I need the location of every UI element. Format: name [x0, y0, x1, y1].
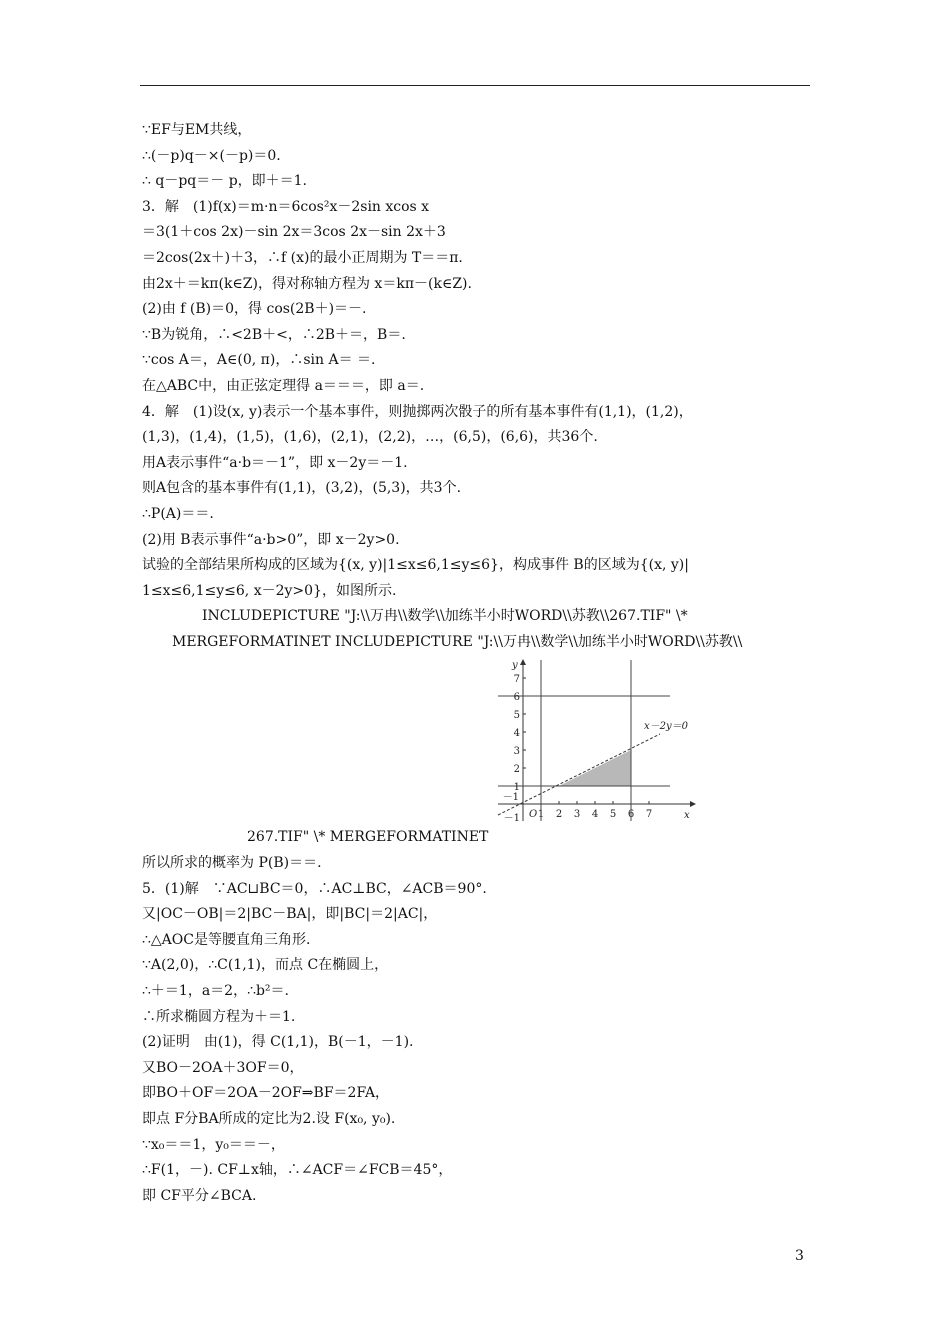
text-line: (2)由 f (B)＝0，得 cos(2B＋)＝－.: [142, 301, 367, 318]
text-line: ∵B为锐角，∴<2B＋<，∴2B＋＝，B＝.: [142, 326, 406, 343]
x-tick-label: 2: [555, 809, 563, 820]
text-line: ∵x₀＝＝1，y₀＝＝－，: [142, 1136, 285, 1153]
text-line: ∴P(A)＝＝.: [142, 505, 214, 522]
text-line: ∴所求椭圆方程为＋＝1.: [142, 1008, 296, 1025]
y-tick-label: 6: [513, 692, 520, 703]
y-axis-label: y: [512, 660, 518, 671]
x-tick-label: 1: [537, 809, 545, 820]
x-tick-label: 6: [627, 809, 635, 820]
text-line: (1,3)，(1,4)，(1,5)，(1,6)，(2,1)，(2,2)，…，(6,5)，(6,6)，共36个.: [142, 429, 598, 446]
text-line: ＝3(1＋cos 2x)－sin 2x＝3cos 2x－sin 2x＋3: [142, 224, 446, 241]
text-line: ∴△AOC是等腰直角三角形.: [142, 931, 311, 948]
text-line: 又|OC－OB|＝2|BC－BA|，即|BC|＝2|AC|，: [142, 906, 438, 923]
neg-x-label: －1: [502, 792, 519, 803]
neg-y-label: －1: [503, 813, 520, 823]
x-axis-label: x: [684, 810, 690, 821]
origin-label: O: [529, 809, 538, 820]
y-tick-label: 3: [513, 746, 520, 757]
text-line: 即 CF平分∠BCA.: [142, 1187, 257, 1204]
dashed-line-x-2y: [498, 734, 660, 815]
x-tick-label: 3: [573, 809, 581, 820]
text-line: ∴＋＝1，a＝2，∴b²＝.: [142, 983, 289, 1000]
line-label: x－2y＝0: [644, 721, 689, 732]
text-line: 3．解 (1)f(x)＝m·n＝6cos²x－2sin xcos x: [142, 198, 430, 215]
text-line: ∴(－p)q－×(－p)＝0.: [142, 147, 281, 164]
document-body: [142, 118, 812, 1209]
text-line: ＝2cos(2x＋)＋3，∴f (x)的最小正周期为 T＝＝π.: [142, 249, 463, 266]
text-line: 则A包含的基本事件有(1,1)，(3,2)，(5,3)，共3个.: [142, 480, 462, 497]
text-line: 即BO＋OF＝2OA－2OF⇒BF＝2FA，: [142, 1085, 390, 1102]
figure-spacer: [142, 655, 812, 825]
y-tick-label: 4: [513, 728, 520, 739]
x-tick-label: 5: [609, 809, 617, 820]
text-line: 又BO－2OA＋3OF＝0，: [142, 1059, 304, 1076]
header-rule: [140, 85, 810, 86]
x-tick-label: 7: [645, 809, 653, 820]
y-tick-label: 2: [513, 764, 520, 775]
text-line: 即点 F分BA所成的定比为2.设 F(x₀, y₀).: [142, 1111, 396, 1127]
text-line: 所以所求的概率为 P(B)＝＝.: [142, 855, 322, 872]
region-figure: [490, 655, 700, 823]
text-line: ∴ q－pq＝－ p，即＋＝1.: [142, 173, 308, 190]
text-line: 在△ABC中，由正弦定理得 a＝＝＝，即 a＝.: [142, 377, 425, 394]
y-tick-label: 1: [513, 782, 520, 793]
include-field-code: MERGEFORMATINET INCLUDEPICTURE "J:\\万冉\\数学\\加练半小时WORD\\苏教\\: [172, 633, 743, 650]
page-number: 3: [795, 1248, 804, 1264]
text-line: ∵EF与EM共线，: [142, 122, 252, 138]
text-line: 由2x＋＝kπ(k∈Z)，得对称轴方程为 x＝kπ－(k∈Z).: [142, 275, 472, 292]
x-tick-label: 4: [591, 809, 599, 820]
text-line: 5．(1)解 ∵AC⊔BC＝0，∴AC⊥BC，∠ACB＝90°.: [142, 880, 487, 897]
y-tick-label: 5: [513, 710, 520, 721]
text-line: ∵A(2,0)，∴C(1,1)，而点 C在椭圆上，: [142, 957, 389, 974]
include-field-code: INCLUDEPICTURE "J:\\万冉\\数学\\加练半小时WORD\\苏教\\267.TIF" \*: [202, 608, 688, 625]
text-line: (2)用 B表示事件“a·b>0”，即 x－2y>0.: [142, 531, 400, 548]
y-axis-arrow-icon: [520, 659, 526, 665]
text-line: 1≤x≤6,1≤y≤6, x－2y>0}，如图所示.: [142, 582, 397, 599]
text-line: ∴F(1，－). CF⊥x轴，∴∠ACF＝∠FCB＝45°，: [142, 1162, 453, 1179]
text-line: (2)证明 由(1)，得 C(1,1)，B(－1，－1).: [142, 1034, 414, 1051]
text-line: 4．解 (1)设(x, y)表示一个基本事件，则抛掷两次骰子的所有基本事件有(1,1)，(1,2)，: [142, 403, 693, 420]
shaded-region: [559, 750, 631, 786]
text-line: 试验的全部结果所构成的区域为{(x, y)|1≤x≤6,1≤y≤6}，构成事件 B的区域为{(x, y)|: [142, 557, 689, 574]
y-tick-label: 7: [513, 674, 520, 685]
text-line: 用A表示事件“a·b＝－1”，即 x－2y＝－1.: [142, 454, 408, 471]
text-line: ∵cos A＝，A∈(0, π)，∴sin A＝ ＝.: [142, 352, 376, 369]
x-axis-arrow-icon: [690, 801, 696, 807]
include-field-code: 267.TIF" \* MERGEFORMATINET: [247, 829, 489, 846]
